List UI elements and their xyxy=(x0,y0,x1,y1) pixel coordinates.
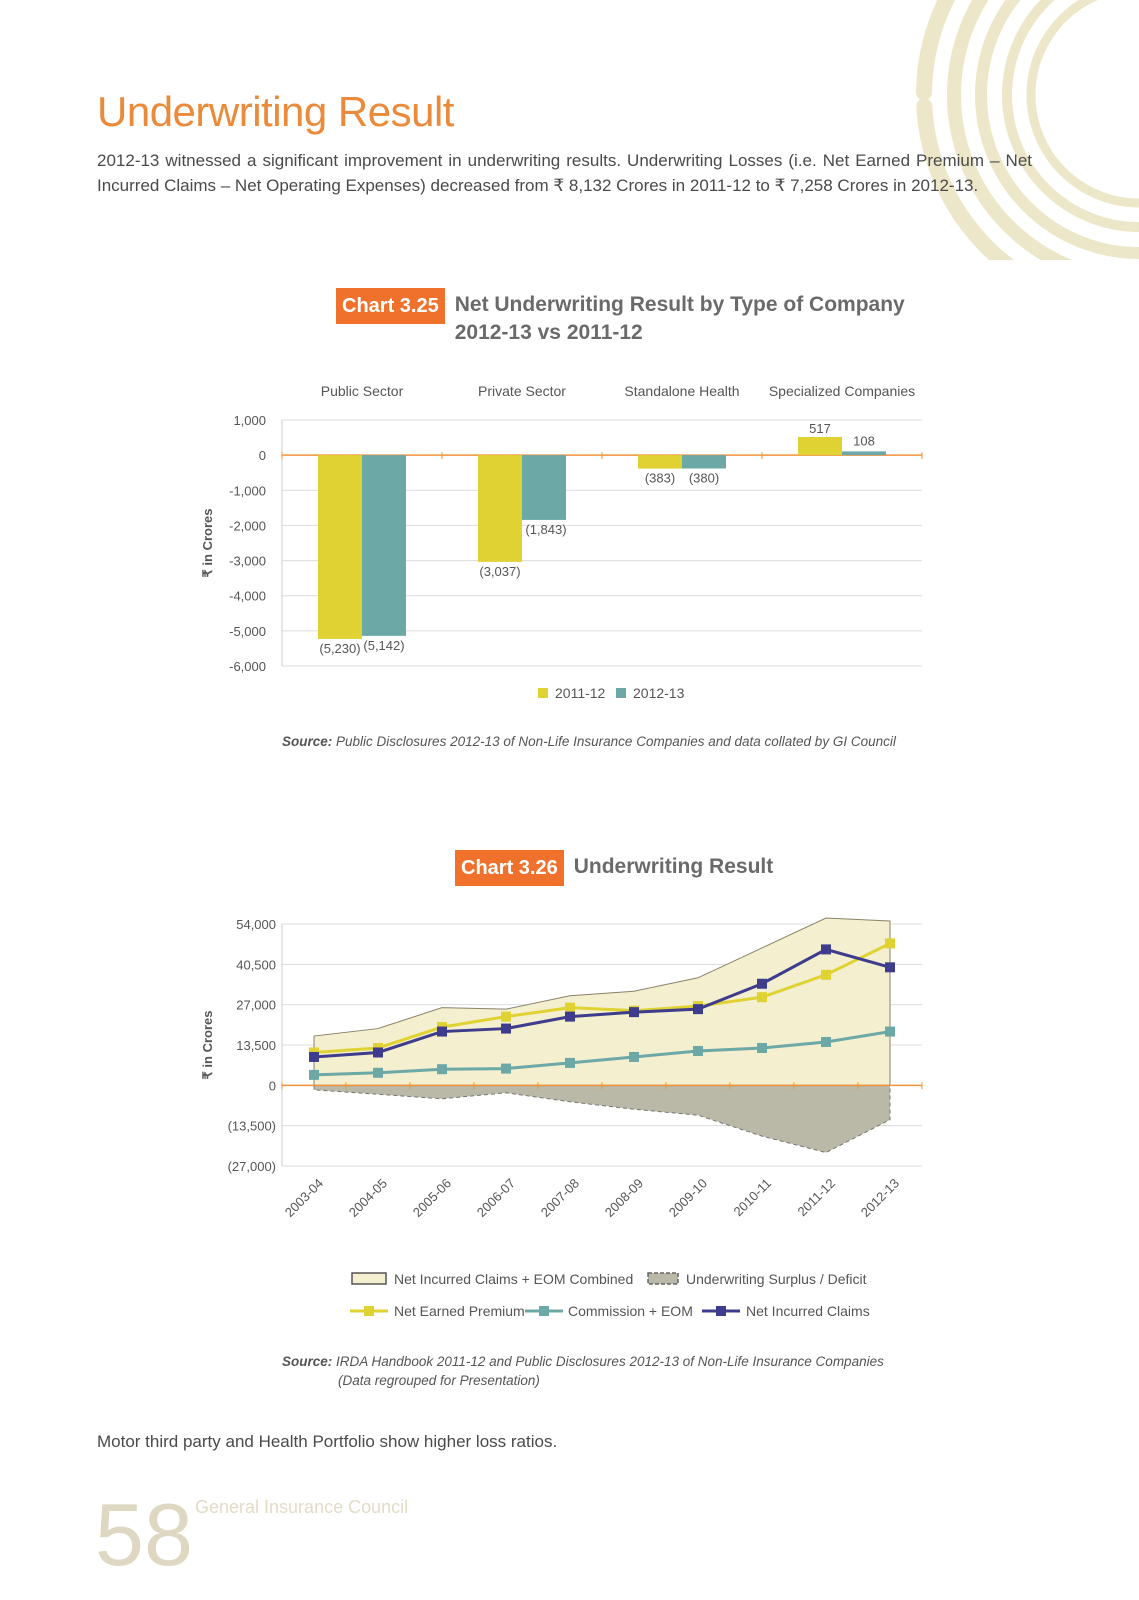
series-marker xyxy=(437,1064,447,1074)
page-heading: Underwriting Result xyxy=(97,88,454,135)
y-tick-label: -2,000 xyxy=(229,518,266,534)
data-label: (1,843) xyxy=(525,521,567,537)
legend-swatch xyxy=(364,1306,374,1316)
legend-swatch xyxy=(716,1306,726,1316)
series-marker xyxy=(501,1024,511,1034)
legend-label: 2012-13 xyxy=(633,685,685,701)
series-marker xyxy=(757,992,767,1002)
chart-3-25-title-block xyxy=(336,288,905,347)
x-tick-label: 2005-06 xyxy=(409,1175,455,1220)
category-label: Public Sector xyxy=(320,383,404,399)
series-marker xyxy=(373,1068,383,1078)
data-label: (383) xyxy=(644,470,676,486)
legend-label: Net Earned Premium xyxy=(394,1303,525,1319)
legend-label: 2011-12 xyxy=(555,685,606,701)
x-tick-label: 2003-04 xyxy=(281,1175,327,1220)
legend-label: Commission + EOM xyxy=(568,1303,693,1319)
data-label: (5,230) xyxy=(319,640,361,656)
series-marker xyxy=(373,1047,383,1057)
series-marker xyxy=(309,1070,319,1080)
category-label: Standalone Health xyxy=(624,383,740,399)
chart-3-26-source-line2: (Data regrouped for Presentation) xyxy=(338,1373,540,1388)
y-tick-label: -3,000 xyxy=(229,553,266,569)
y-tick-label: (27,000) xyxy=(227,1159,276,1174)
chart-3-26-number: Chart 3.26 xyxy=(455,850,564,886)
y-tick-label: 27,000 xyxy=(236,997,276,1013)
y-axis-title: ₹ in Crores xyxy=(200,1010,215,1080)
area-underwriting-deficit xyxy=(314,1085,890,1152)
y-tick-label: 0 xyxy=(268,1078,276,1094)
series-marker xyxy=(501,1064,511,1074)
series-marker xyxy=(565,1003,575,1013)
bar xyxy=(798,437,842,455)
x-tick-label: 2010-11 xyxy=(730,1175,775,1220)
series-marker xyxy=(885,962,895,972)
legend-label: Underwriting Surplus / Deficit xyxy=(686,1271,867,1287)
x-tick-label: 2011-12 xyxy=(794,1175,839,1220)
series-marker xyxy=(821,1037,831,1047)
legend-swatch xyxy=(539,1306,549,1316)
data-label: 517 xyxy=(809,420,831,436)
legend-swatch xyxy=(616,688,626,698)
x-tick-label: 2006-07 xyxy=(473,1175,519,1220)
y-tick-label: -5,000 xyxy=(229,623,266,639)
closing-paragraph: Motor third party and Health Portfolio show higher loss ratios. xyxy=(97,1432,558,1451)
chart-3-25-source-text: Public Disclosures 2012-13 of Non-Life Insurance Companies and data collated by GI Council xyxy=(336,734,896,749)
y-tick-label: 13,500 xyxy=(236,1038,276,1053)
y-tick-label: -4,000 xyxy=(229,588,266,604)
series-marker xyxy=(437,1027,447,1037)
chart-3-25-number: Chart 3.25 xyxy=(336,288,445,324)
y-tick-label: 54,000 xyxy=(236,917,276,932)
series-marker xyxy=(693,1046,703,1056)
bar xyxy=(842,451,886,455)
publisher-name: General Insurance Council xyxy=(195,1497,409,1517)
series-marker xyxy=(565,1012,575,1022)
legend-label: Net Incurred Claims xyxy=(746,1303,870,1319)
x-tick-label: 2004-05 xyxy=(345,1175,391,1220)
page-number: 58 xyxy=(95,1485,193,1584)
series-marker xyxy=(757,979,767,989)
chart-3-26 xyxy=(0,910,1139,1330)
series-marker xyxy=(309,1052,319,1062)
legend-swatch xyxy=(648,1273,678,1284)
series-marker xyxy=(885,1027,895,1037)
chart-3-26-title-block xyxy=(455,850,773,886)
series-marker xyxy=(501,1012,511,1022)
bar xyxy=(362,455,406,636)
bar xyxy=(522,455,566,520)
data-label: (380) xyxy=(688,470,720,486)
y-tick-label: 0 xyxy=(258,448,266,464)
series-marker xyxy=(757,1043,767,1053)
intro-paragraph: 2012-13 witnessed a significant improvement in underwriting results. Underwriting Losses (i.e. Net Earned Premium – Net Incurred Claims – Net Operating Expenses) decreased from ₹ 8,132 Crores in 2011-12 to ₹ 7,258 Crores in 2012-13. xyxy=(97,151,1032,195)
y-tick-label: 1,000 xyxy=(233,413,266,428)
data-label: (5,142) xyxy=(363,637,405,653)
x-tick-label: 2007-08 xyxy=(537,1175,583,1220)
chart-3-26-title: Underwriting Result xyxy=(573,855,774,878)
series-marker xyxy=(629,1007,639,1017)
bar xyxy=(318,455,362,639)
chart-3-26-source xyxy=(282,1352,884,1390)
series-marker xyxy=(629,1052,639,1062)
bar xyxy=(638,455,682,468)
chart-3-25-title-line1: Net Underwriting Result by Type of Company xyxy=(454,293,905,316)
y-tick-label: 40,500 xyxy=(236,957,276,973)
series-marker xyxy=(821,944,831,954)
y-tick-label: -6,000 xyxy=(229,659,266,674)
y-tick-label: -1,000 xyxy=(229,483,266,499)
x-tick-label: 2008-09 xyxy=(601,1175,647,1220)
chart-3-25-source xyxy=(282,732,896,751)
category-label: Specialized Companies xyxy=(768,383,916,399)
x-tick-label: 2009-10 xyxy=(665,1175,711,1220)
series-marker xyxy=(693,1004,703,1014)
y-tick-label: (13,500) xyxy=(227,1118,276,1134)
data-label: 108 xyxy=(853,433,875,449)
x-tick-label: 2012-13 xyxy=(857,1175,903,1220)
series-marker xyxy=(565,1058,575,1068)
decorative-arcs xyxy=(899,0,1139,260)
legend-swatch xyxy=(352,1273,386,1284)
legend-swatch xyxy=(538,688,548,698)
chart-3-26-source-label: Source: xyxy=(282,1354,333,1369)
category-label: Private Sector xyxy=(478,383,566,399)
chart-3-25-title-line2: 2012-13 vs 2011-12 xyxy=(454,321,643,344)
bar xyxy=(478,455,522,562)
series-marker xyxy=(885,938,895,948)
chart-3-25 xyxy=(0,370,1139,710)
legend-label: Net Incurred Claims + EOM Combined xyxy=(394,1271,634,1287)
chart-3-26-source-line1: IRDA Handbook 2011-12 and Public Disclosures 2012-13 of Non-Life Insurance Companies xyxy=(336,1354,884,1369)
chart-3-25-source-label: Source: xyxy=(282,734,333,749)
data-label: (3,037) xyxy=(479,563,521,579)
series-marker xyxy=(821,970,831,980)
y-axis-title: ₹ in Crores xyxy=(200,508,215,578)
bar xyxy=(682,455,726,468)
